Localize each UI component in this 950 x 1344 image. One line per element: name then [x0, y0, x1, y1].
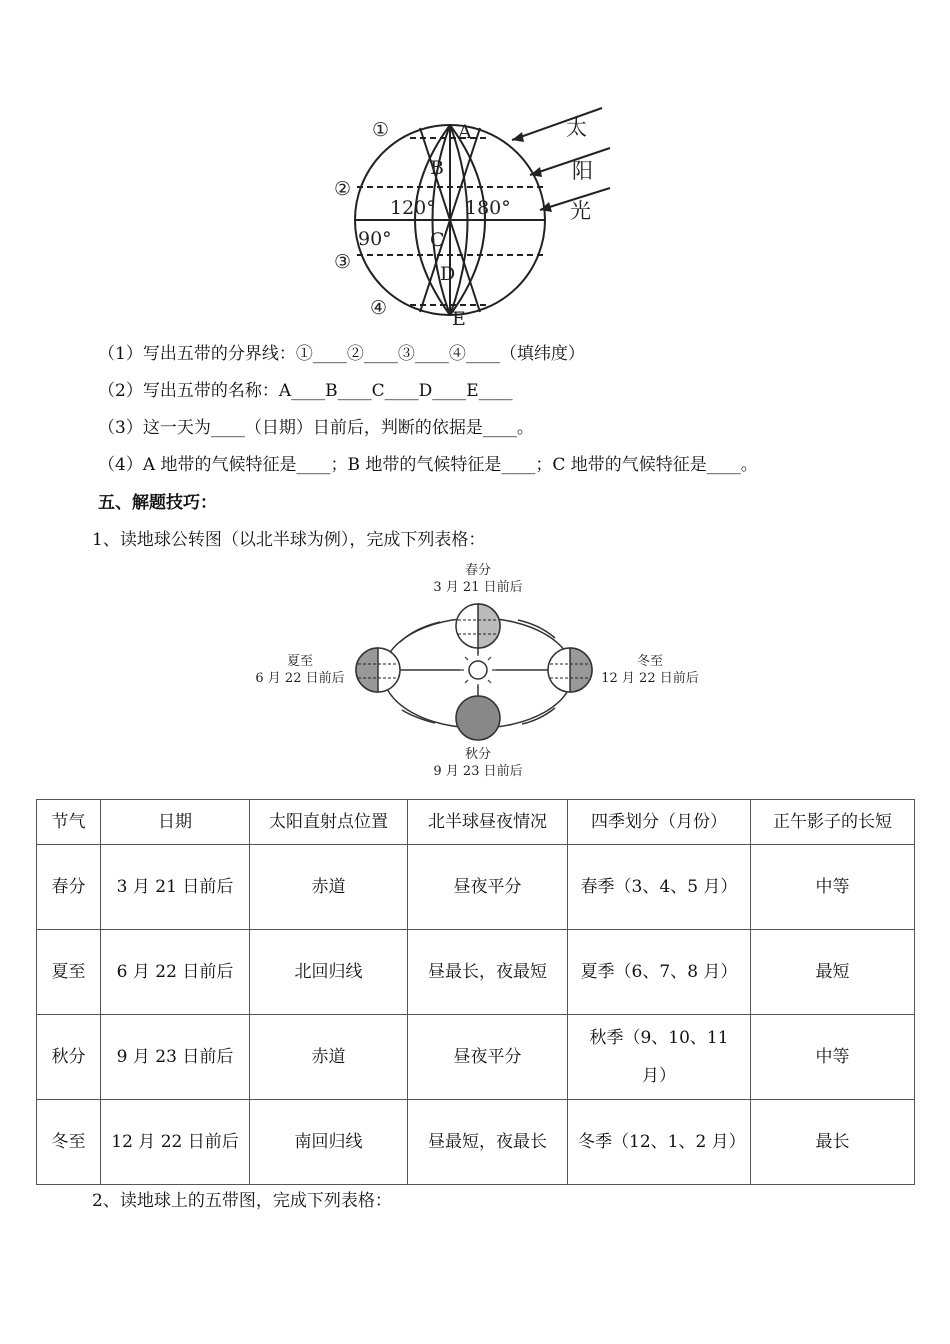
table-cell: 3 月 21 日前后: [101, 845, 250, 930]
header-cell: 太阳直射点位置: [250, 800, 408, 845]
angle-label-90: 90°: [358, 228, 392, 250]
point-label-d: D: [440, 263, 456, 285]
winter-label: 冬至: [636, 654, 664, 669]
intro-2: 2、读地球上的五带图，完成下列表格：: [92, 1191, 392, 1211]
spring-date: 3 月 21 日前后: [433, 580, 523, 595]
table-cell: 中等: [751, 1015, 915, 1100]
table-cell: 春季（3、4、5 月）: [568, 845, 751, 930]
table-cell: 春分: [37, 845, 101, 930]
table-cell: 秋分: [37, 1015, 101, 1100]
point-label-b: B: [430, 157, 444, 179]
angle-label-120: 120°: [390, 197, 436, 219]
summer-date: 6 月 22 日前后: [255, 671, 345, 686]
angle-label-180: 180°: [465, 197, 511, 219]
table-cell: 夏季（6、7、8 月）: [568, 930, 751, 1015]
table-cell: 昼夜平分: [408, 845, 568, 930]
table-header-row: [37, 800, 915, 845]
circle-label-3: ③: [334, 251, 352, 273]
table-row: [37, 930, 915, 1015]
spring-label: 春分: [464, 563, 492, 578]
header-cell: 北半球昼夜情况: [408, 800, 568, 845]
table-cell: 昼最长，夜最短: [408, 930, 568, 1015]
table-cell: 最长: [751, 1100, 915, 1185]
circle-label-4: ④: [370, 297, 388, 319]
table-cell: 9 月 23 日前后: [101, 1015, 250, 1100]
question-3: （3）这一天为____（日期）日前后，判断的依据是____。: [98, 418, 534, 438]
table-cell: 昼最短，夜最长: [408, 1100, 568, 1185]
sun-icon: [469, 661, 487, 679]
table-cell: 夏至: [37, 930, 101, 1015]
sun-label-2: 阳: [572, 159, 593, 183]
header-cell: 节气: [37, 800, 101, 845]
header-cell: 正午影子的长短: [751, 800, 915, 845]
table-cell: 冬季（12、1、2 月）: [568, 1100, 751, 1185]
sun-label-3: 光: [570, 199, 591, 223]
earth-autumn-icon: [456, 696, 500, 740]
table-cell: 赤道: [250, 845, 408, 930]
circle-label-1: ①: [372, 119, 390, 141]
table-cell: 冬至: [37, 1100, 101, 1185]
table-cell: 北回归线: [250, 930, 408, 1015]
section-heading: 五、解题技巧：: [98, 493, 217, 513]
five-zones-diagram: [320, 100, 620, 330]
table-row: [37, 1015, 915, 1100]
point-label-e: E: [452, 308, 466, 330]
question-4: （4）A 地带的气候特征是____；B 地带的气候特征是____；C 地带的气候特征是____。: [98, 455, 758, 475]
table-cell: 秋季（9、10、11 月）: [568, 1015, 751, 1100]
revolution-diagram: [250, 560, 710, 785]
point-label-c: C: [430, 229, 445, 251]
question-2: （2）写出五带的名称：A____B____C____D____E____: [98, 381, 513, 401]
header-cell: 日期: [101, 800, 250, 845]
table-cell: 最短: [751, 930, 915, 1015]
table-cell: 南回归线: [250, 1100, 408, 1185]
autumn-date: 9 月 23 日前后: [433, 764, 523, 779]
winter-date: 12 月 22 日前后: [601, 671, 699, 686]
table-cell: 6 月 22 日前后: [101, 930, 250, 1015]
solar-terms-table: [36, 799, 915, 1185]
summer-label: 夏至: [286, 654, 314, 669]
question-1: （1）写出五带的分界线：①____②____③____④____（填纬度）: [98, 344, 585, 364]
table-cell: 赤道: [250, 1015, 408, 1100]
table-cell: 中等: [751, 845, 915, 930]
header-cell: 四季划分（月份）: [568, 800, 751, 845]
sun-label-1: 太: [566, 116, 587, 140]
autumn-label: 秋分: [464, 747, 492, 762]
table-cell: 昼夜平分: [408, 1015, 568, 1100]
intro-1: 1、读地球公转图（以北半球为例），完成下列表格：: [92, 530, 486, 550]
table-cell: 12 月 22 日前后: [101, 1100, 250, 1185]
circle-label-2: ②: [334, 178, 352, 200]
point-label-a: A: [458, 121, 472, 143]
table-row: [37, 845, 915, 930]
table-row: [37, 1100, 915, 1185]
